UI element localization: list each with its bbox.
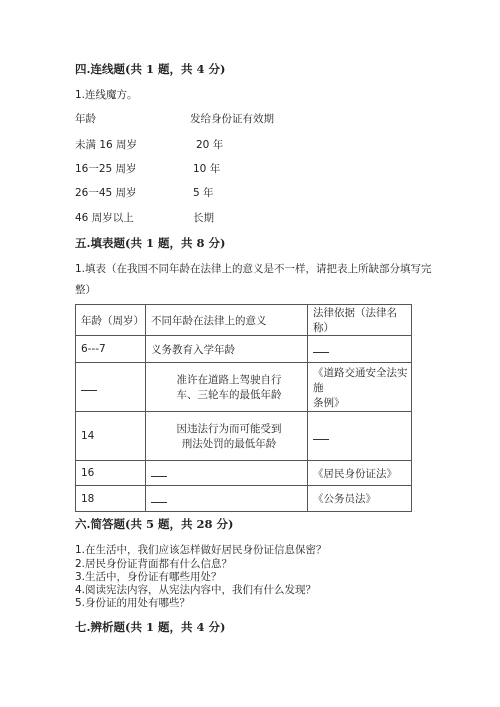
table-cell-meaning-blank[interactable] bbox=[146, 461, 308, 486]
column-header-validity: 发给身份证有效期 bbox=[190, 113, 274, 125]
match-left-item: 26一45 周岁 bbox=[75, 187, 137, 199]
table-cell-age: 14 bbox=[76, 412, 146, 461]
table-cell-law: 《公务员法》 bbox=[308, 486, 412, 512]
table-cell-meaning-blank[interactable] bbox=[146, 486, 308, 512]
table-header: 法律依据（法律名称） bbox=[308, 305, 412, 336]
column-header-age: 年龄 bbox=[75, 113, 96, 125]
table-cell-age: 16 bbox=[76, 461, 146, 486]
table-cell-age: 6---7 bbox=[76, 336, 146, 363]
table-cell-age-blank[interactable] bbox=[76, 363, 146, 412]
table-header: 不同年龄在法律上的意义 bbox=[146, 305, 308, 336]
table-cell-age: 18 bbox=[76, 486, 146, 512]
short-answer-question: 3.生活中，身份证有哪些用处？ bbox=[75, 571, 222, 583]
match-right-item: 5 年 bbox=[193, 187, 214, 199]
table-row bbox=[76, 486, 412, 512]
answer-blank[interactable] bbox=[81, 380, 97, 391]
table-row bbox=[76, 412, 412, 461]
table-cell-law: 《居民身份证法》 bbox=[308, 461, 412, 486]
short-answer-question: 4.阅读宪法内容，从宪法内容中，我们有什么发现？ bbox=[75, 584, 317, 596]
section-5-heading: 五.填表题(共 1 题，共 8 分) bbox=[75, 236, 226, 250]
answer-blank[interactable] bbox=[313, 429, 329, 440]
question-4-1: 1.连线魔方。 bbox=[75, 89, 138, 101]
section-7-heading: 七.辨析题(共 1 题，共 4 分) bbox=[75, 620, 226, 634]
table-cell-law-blank[interactable] bbox=[308, 336, 412, 363]
answer-blank[interactable] bbox=[313, 342, 329, 353]
law-line: 条例》 bbox=[313, 396, 345, 409]
table-cell-meaning: 义务教育入学年龄 bbox=[146, 336, 308, 363]
table-cell-law bbox=[308, 363, 412, 412]
table-cell-law-blank[interactable] bbox=[308, 412, 412, 461]
match-right-item: 10 年 bbox=[193, 163, 221, 175]
section-4-heading: 四.连线题(共 1 题，共 4 分) bbox=[75, 62, 226, 76]
table-row bbox=[76, 336, 412, 363]
answer-blank[interactable] bbox=[151, 466, 167, 477]
meaning-line: 准许在道路上驾驶自行 bbox=[176, 374, 282, 386]
table-row bbox=[76, 363, 412, 412]
match-right-item: 20 年 bbox=[196, 139, 224, 151]
answer-blank[interactable] bbox=[151, 492, 167, 503]
section-6-heading: 六.简答题(共 5 题，共 28 分) bbox=[75, 517, 234, 531]
match-right-item: 长期 bbox=[193, 212, 214, 224]
question-5-1-line2: 整） bbox=[75, 284, 96, 296]
table-header: 年龄（周岁） bbox=[76, 305, 146, 336]
table-header-row bbox=[76, 305, 412, 336]
law-line: 《道路交通安全法实施 bbox=[313, 366, 408, 394]
table-row bbox=[76, 461, 412, 486]
match-left-item: 未满 16 周岁 bbox=[75, 139, 138, 151]
match-left-item: 16一25 周岁 bbox=[75, 163, 137, 175]
meaning-line: 刑法处罚的最低年龄 bbox=[181, 438, 277, 450]
short-answer-question: 1.在生活中，我们应该怎样做好居民身份证信息保密？ bbox=[75, 544, 327, 556]
fill-in-table bbox=[75, 304, 412, 512]
short-answer-question: 5.身份证的用处有哪些？ bbox=[75, 597, 191, 609]
question-5-1-line1: 1.填表（在我国不同年龄在法律上的意义是不一样，请把表上所缺部分填写完 bbox=[75, 263, 432, 275]
short-answer-question: 2.居民身份证背面都有什么信息？ bbox=[75, 558, 233, 570]
meaning-line: 因违法行为而可能受到 bbox=[176, 423, 282, 435]
table-cell-meaning bbox=[146, 412, 308, 461]
table-cell-meaning bbox=[146, 363, 308, 412]
meaning-line: 车、三轮车的最低年龄 bbox=[176, 389, 282, 401]
match-left-item: 46 周岁以上 bbox=[75, 212, 134, 224]
